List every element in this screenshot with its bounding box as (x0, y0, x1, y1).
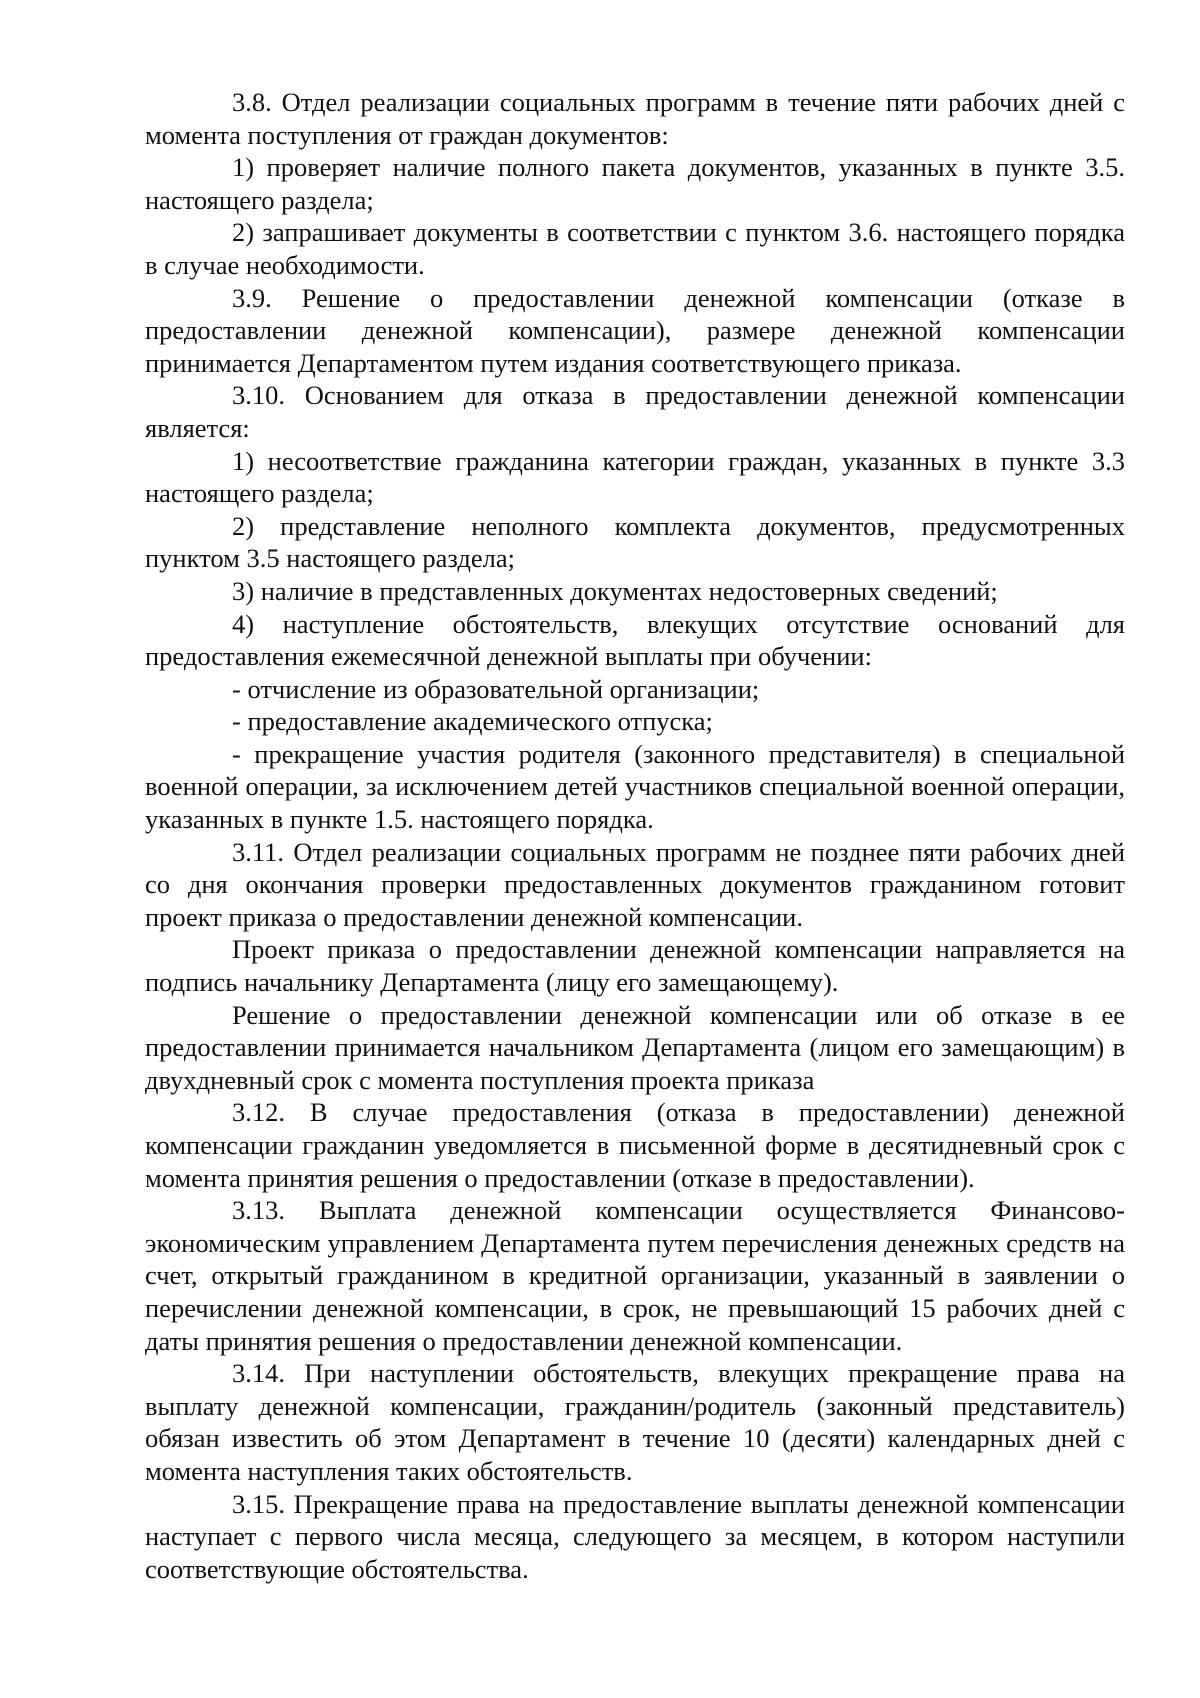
list-item-3-10-3: 3) наличие в представленных документах недостоверных сведений; (232, 575, 998, 606)
paragraph-3-11: 3.11. Отдел реализации социальных программ не позднее пяти рабочих дней со дня окончания проверки предоставленных документов гражданином готовит проект приказа о предоставлении денежной компенсации. (145, 836, 1125, 932)
document-body (145, 86, 1125, 1585)
list-item-3-10-2: 2) представление неполного комплекта документов, предусмотренных пунктом 3.5 настоящего раздела; (145, 510, 1125, 574)
list-item-3-8-1: 1) проверяет наличие полного пакета документов, указанных в пункте 3.5. настоящего раздела; (145, 152, 1125, 215)
list-item-3-10-1: 1) несоответствие гражданина категории граждан, указанных в пункте 3.3 настоящего раздела; (145, 445, 1125, 509)
paragraph-3-12: 3.12. В случае предоставления (отказа в предоставлении) денежной компенсации гражданин уведомляется в письменной форме в десятидневный срок с момента принятия решения о предоставлении (отказе в предоставлении). (145, 1097, 1125, 1193)
paragraph-3-14: 3.14. При наступлении обстоятельств, влекущих прекращение права на выплату денежной компенсации, гражданин/родитель (законный представитель) обязан известить об этом Департамент в течение 10 (десяти) календарных дней с момента наступления таких обстоятельств. (145, 1358, 1125, 1486)
sub-item-expulsion: - отчисление из образовательной организации; (232, 673, 760, 704)
paragraph-3-9: 3.9. Решение о предоставлении денежной компенсации (отказе в предоставлении денежной компенсации), размере денежной компенсации принимается Департаментом путем издания соответствующего приказа. (145, 282, 1125, 378)
paragraph-3-10: 3.10. Основанием для отказа в предоставлении денежной компенсации является: (145, 380, 1125, 443)
paragraph-decision: Решение о предоставлении денежной компенсации или об отказе в ее предоставлении принимается начальником Департамента (лицом его замещающим) в двухдневный срок с момента поступления проекта приказа (145, 999, 1125, 1095)
sub-item-termination-participation: - прекращение участия родителя (законного представителя) в специальной военной операции, за исключением детей участников специальной военной операции, указанных в пункте 1.5. настоящего порядка. (145, 738, 1125, 835)
paragraph-3-13: 3.13. Выплата денежной компенсации осуществляется Финансово-экономическим управлением Департамента путем перечисления денежных средств на счет, открытый гражданином в кредитной организации, указанный в заявлении о перечислении денежной компенсации, в срок, не превышающий 15 рабочих дней с даты принятия решения о предоставлении денежной компенсации. (145, 1195, 1125, 1356)
sub-item-academic-leave: - предоставление академического отпуска; (232, 706, 713, 737)
list-item-3-8-2: 2) запрашивает документы в соответствии с пунктом 3.6. настоящего порядка в случае необходимости. (145, 217, 1125, 280)
paragraph-3-8: 3.8. Отдел реализации социальных программ в течение пяти рабочих дней с момента поступления от граждан документов: (145, 87, 1125, 150)
list-item-3-10-4: 4) наступление обстоятельств, влекущих отсутствие оснований для предоставления ежемесячной денежной выплаты при обучении: (145, 608, 1125, 672)
paragraph-order-draft: Проект приказа о предоставлении денежной компенсации направляется на подпись начальнику Департамента (лицу его замещающему). (145, 934, 1125, 998)
paragraph-3-15: 3.15. Прекращение права на предоставление выплаты денежной компенсации наступает с первого числа месяца, следующего за месяцем, в котором наступили соответствующие обстоятельства. (145, 1488, 1125, 1584)
